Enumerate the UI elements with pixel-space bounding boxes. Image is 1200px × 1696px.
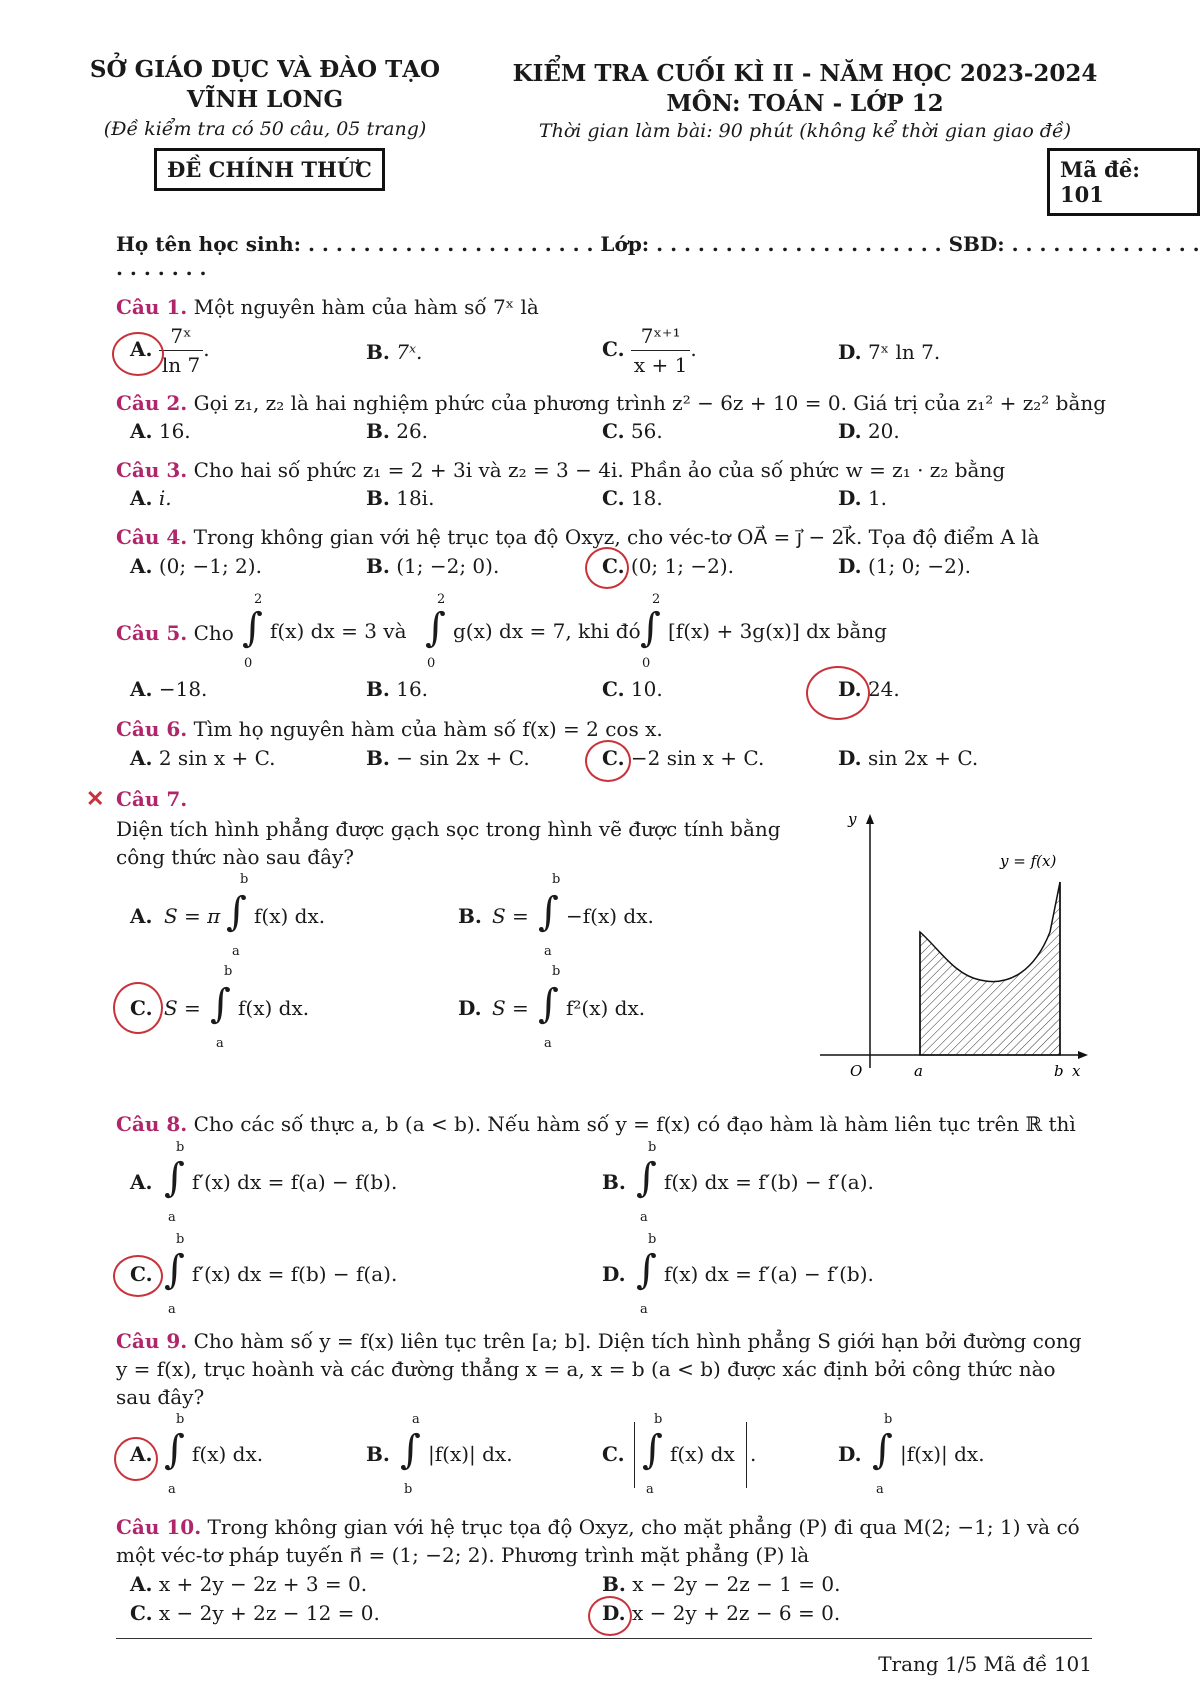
question-3: Câu 3. Cho hai số phức z₁ = 2 + 3i và z₂ = 3 − 4i. Phần ảo của số phức w = z₁ · z₂ bằng	[116, 458, 1006, 482]
question-7-number: Câu 7.	[116, 787, 188, 811]
q10-option-c[interactable]: C. x − 2y + 2z − 12 = 0.	[130, 1601, 380, 1625]
q5-option-c[interactable]: C. 10.	[602, 677, 663, 701]
q10-option-d[interactable]: D. x − 2y + 2z − 6 = 0.	[602, 1601, 841, 1625]
q9-option-d[interactable]: D. b ∫ a |f(x)| dx.	[838, 1412, 985, 1497]
star-mark-icon: ✕	[86, 786, 105, 812]
origin-label: O	[850, 1062, 863, 1080]
q2-option-c[interactable]: C. 56.	[602, 419, 663, 443]
q8-option-d[interactable]: D. b ∫ a f(x) dx = f′(a) − f′(b).	[602, 1232, 874, 1317]
b-label: b	[1054, 1062, 1064, 1080]
y-label: y	[848, 810, 857, 828]
exam-title: KIỂM TRA CUỐI KÌ II - NĂM HỌC 2023-2024	[512, 60, 1098, 87]
q5-integral-1: 2 ∫ 0 f(x) dx = 3 và	[242, 592, 407, 671]
student-info-line: Họ tên học sinh: . . . . . . . . . . . . . . . . . . . . . Lớp: . . . . . . . . . . . . . . . . . . . . . SBD: . . . . . . . . . . . . . . . . . . . . .	[116, 232, 1200, 280]
pen-circle-q4-c	[585, 547, 629, 589]
q6-option-c[interactable]: C. −2 sin x + C.	[602, 746, 765, 770]
q4-option-b[interactable]: B. (1; −2; 0).	[366, 554, 500, 578]
pen-circle-q5-d	[806, 666, 870, 720]
pen-circle-q7-c	[113, 982, 163, 1034]
curve-label: y = f(x)	[1000, 852, 1057, 870]
q1-option-b[interactable]: B. 7ˣ.	[366, 340, 423, 364]
footer-rule	[116, 1638, 1092, 1639]
q9-option-a[interactable]: A. b ∫ a f(x) dx.	[130, 1412, 264, 1497]
q7-option-d[interactable]: D. S = b ∫ a f²(x) dx.	[458, 964, 646, 1051]
q3-option-b[interactable]: B. 18i.	[366, 486, 435, 510]
q4-option-a[interactable]: A. (0; −1; 2).	[130, 554, 262, 578]
shaded-region	[920, 882, 1060, 1055]
q5-option-b[interactable]: B. 16.	[366, 677, 429, 701]
exam-time-note: Thời gian làm bài: 90 phút (không kể thời gian giao đề)	[538, 120, 1072, 142]
q3-option-a[interactable]: A. i.	[130, 486, 172, 510]
page-footer: Trang 1/5 Mã đề 101	[878, 1652, 1092, 1676]
q4-option-c[interactable]: C. (0; 1; −2).	[602, 554, 734, 578]
x-axis-arrow-icon	[1078, 1051, 1088, 1059]
q8-option-a[interactable]: A. b ∫ a f′(x) dx = f(a) − f(b).	[130, 1140, 398, 1225]
x-label: x	[1072, 1062, 1081, 1080]
q5-integral-3: 2 ∫ 0 [f(x) + 3g(x)] dx bằng	[640, 592, 887, 671]
q4-option-d[interactable]: D. (1; 0; −2).	[838, 554, 972, 578]
question-8: Câu 8. Cho các số thực a, b (a < b). Nếu hàm số y = f(x) có đạo hàm là hàm liên tục trên ℝ thì	[116, 1112, 1076, 1136]
q2-option-a[interactable]: A. 16.	[130, 419, 191, 443]
question-4: Câu 4. Trong không gian với hệ trục tọa độ Oxyz, cho véc-tơ OA⃗ = j⃗ − 2k⃗. Tọa độ điểm A là	[116, 525, 1040, 549]
question-6: Câu 6. Tìm họ nguyên hàm của hàm số f(x) = 2 cos x.	[116, 717, 663, 741]
question-5: Câu 5. Cho	[116, 621, 234, 645]
y-axis-arrow-icon	[866, 814, 874, 824]
q3-option-c[interactable]: C. 18.	[602, 486, 663, 510]
official-badge: ĐỀ CHÍNH THỨC	[154, 148, 385, 191]
q1-option-d[interactable]: D. 7ˣ ln 7.	[838, 340, 941, 364]
q10-option-a[interactable]: A. x + 2y − 2z + 3 = 0.	[130, 1572, 368, 1596]
q5-integral-2: 2 ∫ 0 g(x) dx = 7, khi đó	[425, 592, 641, 671]
q9-option-b[interactable]: B. a ∫ b |f(x)| dx.	[366, 1412, 513, 1497]
q5-option-a[interactable]: A. −18.	[130, 677, 208, 701]
q1-option-a[interactable]: A. $\frac{\text{7ˣ}}{\ln 7}$ .	[130, 324, 210, 377]
pen-circle-q9-a	[114, 1437, 158, 1481]
q3-option-d[interactable]: D. 1.	[838, 486, 888, 510]
exam-code-badge: Mã đề: 101	[1047, 148, 1200, 216]
q10-option-b[interactable]: B. x − 2y − 2z − 1 = 0.	[602, 1572, 841, 1596]
pen-circle-q6-c	[585, 740, 631, 782]
question-7: Diện tích hình phẳng được gạch sọc trong hình vẽ được tính bằng công thức nào sau đây?	[116, 817, 781, 869]
area-graph	[820, 800, 1100, 1080]
q7-option-c[interactable]: C. S = b ∫ a f(x) dx.	[130, 964, 310, 1051]
department-line1: SỞ GIÁO DỤC VÀ ĐÀO TẠO	[89, 56, 441, 83]
q6-option-b[interactable]: B. − sin 2x + C.	[366, 746, 530, 770]
department-line2: VĨNH LONG	[186, 86, 344, 113]
q5-option-d[interactable]: D. 24.	[838, 677, 900, 701]
q8-option-c[interactable]: C. b ∫ a f′(x) dx = f(b) − f(a).	[130, 1232, 398, 1317]
pen-circle-q10-d	[588, 1596, 632, 1636]
question-2: Câu 2. Gọi z₁, z₂ là hai nghiệm phức của phương trình z² − 6z + 10 = 0. Giá trị của z₁² + z₂² bằng	[116, 391, 1107, 415]
pen-circle-q8-c	[113, 1255, 163, 1297]
question-1: Câu 1. Một nguyên hàm của hàm số 7ˣ là	[116, 295, 539, 319]
q7-option-a[interactable]: A. S = π b ∫ a f(x) dx.	[130, 872, 326, 959]
question-10: Câu 10. Trong không gian với hệ trục tọa độ Oxyz, cho mặt phẳng (P) đi qua M(2; −1; 1) và có một véc-tơ pháp tuyến n⃗ = (1; −2; 2). Phương trình mặt phẳng (P) là	[116, 1515, 1080, 1567]
exam-page-note: (Đề kiểm tra có 50 câu, 05 trang)	[103, 118, 427, 140]
a-label: a	[914, 1062, 923, 1080]
q9-option-c[interactable]: C. b ∫ a f(x) dx .	[602, 1412, 757, 1497]
q6-option-a[interactable]: A. 2 sin x + C.	[130, 746, 276, 770]
exam-subject: MÔN: TOÁN - LỚP 12	[666, 90, 944, 117]
q2-option-d[interactable]: D. 20.	[838, 419, 900, 443]
pen-circle-q1-a	[112, 332, 164, 376]
q1-option-c[interactable]: C. $\frac{\text{7ˣ⁺¹}}{x + 1}$ .	[602, 324, 697, 377]
q2-option-b[interactable]: B. 26.	[366, 419, 429, 443]
q6-option-d[interactable]: D. sin 2x + C.	[838, 746, 979, 770]
q7-option-b[interactable]: B. S = b ∫ a −f(x) dx.	[458, 872, 654, 959]
question-9: Câu 9. Cho hàm số y = f(x) liên tục trên [a; b]. Diện tích hình phẳng S giới hạn bởi đường cong y = f(x), trục hoành và các đường thẳng x = a, x = b (a < b) được xác định bởi công thức nào sau đây?	[116, 1329, 1082, 1409]
q8-option-b[interactable]: B. b ∫ a f(x) dx = f′(b) − f′(a).	[602, 1140, 874, 1225]
